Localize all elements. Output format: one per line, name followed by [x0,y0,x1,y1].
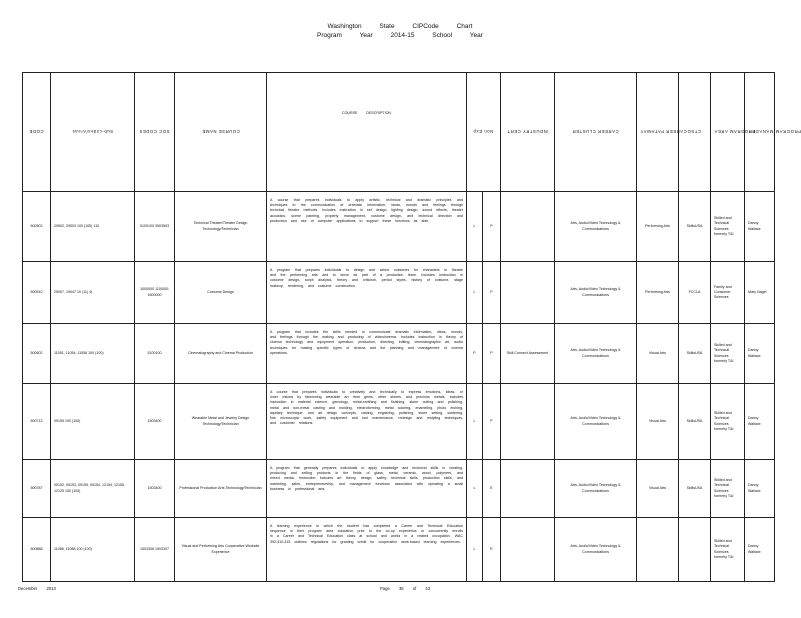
row-course-name: Costume Design [175,262,267,324]
header-non-exp: Non Exp [467,73,501,192]
row-code: 500787 [23,460,51,518]
row-sub-codes: 05155 100 (100) [51,384,135,460]
row-description: A program that generally prepares individuals to apply knowledge and technical skills in creating, producing and selling products in the fields of glass, metal, ceramic, wood, polymers, and mixed media. Instruction includes art theory, design, safety, technical skills, production skills, and marketing, sales, entrepreneurship, and management functions associated with operating a small business in professional arts. [267,460,467,518]
row-soc: 1503400 [135,384,175,460]
row-code: 500888 [23,518,51,582]
row-cert [501,460,555,518]
row-non: P [467,324,483,384]
row-code: 500713 [23,384,51,460]
header-row [23,73,775,192]
row-cluster: Arts, Audio/Video Technology & Communications [555,460,637,518]
row-program-area: Skilled and Technical Sciences formerly T&I [711,460,745,518]
row-cluster: Arts, Audio/Video Technology & Communications [555,384,637,460]
row-cluster: Arts, Audio/Video Technology & Communications [555,518,637,582]
row-exp: P [483,262,501,324]
row-soc: 5100100 3503503 [135,192,175,262]
row-exp: P [483,324,501,384]
row-pathway [637,518,679,582]
header-course-name: COURSE NAME [175,73,267,192]
row-soc: 1503308 1503307 [135,518,175,582]
row-pathway: Performing Arts [637,262,679,324]
row-non: L [467,460,483,518]
header-career-pathway: CAREER PATHWAY [637,73,679,192]
row-program-area: Skilled and Technical Sciences formerly T&I [711,518,745,582]
row-ctso: SkillsUSA [679,324,711,384]
table-row [23,518,775,582]
row-soc: 5100100 [135,324,175,384]
row-cluster: Arts, Audio/Video Technology & Communications [555,262,637,324]
row-non: L [467,384,483,460]
header-ctso: CTSO [679,73,711,192]
row-program-manager: Danny Wallace [745,518,775,582]
row-cluster: Arts, Audio/Video Technology & Communications [555,192,637,262]
footer-date: December 2013 [18,586,56,591]
row-pathway: Performing Arts [637,192,679,262]
row-exp: E [483,518,501,582]
table-row [23,460,775,518]
row-pathway: Visual Arts [637,460,679,518]
footer-page-number: Page 35 of 43 [380,586,431,591]
row-pathway: Visual Arts [637,324,679,384]
row-course-name: Wearable Metal and Jewelry Design Technology/Technician [175,384,267,460]
row-pathway: Visual Arts [637,384,679,460]
row-description: A learning experience in which the student has completed a Career and Technical Education sequence in their program area education prior to the co-op experience or concurrently enrolls in a Career and Technical Education class at school and works in a related occupation. WAC 392-410-315 outlines regulations for granting credit for cooperative work-based learning experiences. [267,518,467,582]
header-program-area: PROGRAM AREA [711,73,745,192]
header-soc: SOC CODES [135,73,175,192]
row-description: A program that prepares individuals to design and select costumes for characters in theatre and the performing arts and to serve as part of a production team. Includes instruction in costume design, script analysis, theory and criticism, period styles, history of costume, stage makeup, rendering, and costume construction. [267,262,467,324]
row-course-name: Visual and Performing Arts Cooperative Worksite Experience [175,518,267,582]
row-cert [501,384,555,460]
row-sub-codes: 11086, 11088 100 (100) [51,518,135,582]
title-line-1: Washington State CIPCode Chart [327,23,473,30]
row-code: 500510 [23,262,51,324]
row-sub-codes: 29007, 19047 10 (11) 4) [51,262,135,324]
table-row [23,262,775,324]
row-ctso: SkillsUSA [679,384,711,460]
row-cluster: Arts, Audio/Video Technology & Communications [555,324,637,384]
row-ctso: SkillsUSA [679,192,711,262]
row-program-area: Skilled and Technical Sciences formerly T&I [711,324,745,384]
cip-code-table [22,72,801,582]
chart-title [0,22,800,40]
row-soc: 1503400 [135,460,175,518]
row-ctso: SkillsUSA [679,460,711,518]
row-sub-codes: 05152, 05153, 05155, 05154, 12154, 12155, 12125 100 (100) [51,460,135,518]
row-program-area: Skilled and Technical Sciences formerly T&I [711,384,745,460]
row-course-name: Cinematography and Cinema Production [175,324,267,384]
table-row [23,324,775,384]
header-program-manager: PROGRAM MANAGER [745,73,775,192]
row-cert [501,262,555,324]
row-ctso [679,518,711,582]
row-cert: Skill Connect Assessment [501,324,555,384]
row-sub-codes: 29502, 29503 100 (105) 110 [51,192,135,262]
row-non: L [467,262,483,324]
row-exp: E [483,460,501,518]
header-code: CODE [23,73,51,192]
row-program-area: Family and Consumer Sciences [711,262,745,324]
row-program-manager: Mary Nagel [745,262,775,324]
row-soc: 1000000 1100001 1600000 [135,262,175,324]
row-course-name: Professional Production Arts Technology/Technician [175,460,267,518]
row-exp: P [483,384,501,460]
title-line-2: Program Year 2014-15 School Year [317,32,483,39]
row-cert [501,192,555,262]
row-description: A program that includes the skills needed to communicate dramatic information, ideas, moods, and feelings through the making and producing of video/cinema. Includes instruction in theory of cinema technology and equipment operation, production, directing, editing, cinematographic art, audio techniques for making specific types of cinema and the planning and management of cinema operations. [267,324,467,384]
row-ctso: FCCLA [679,262,711,324]
row-program-manager: Danny Wallace [745,324,775,384]
row-code: 500602 [23,324,51,384]
row-course-name: Technical Theater/Theater Design Technology/Technician [175,192,267,262]
row-program-manager: Danny Wallace [745,460,775,518]
table-row [23,192,775,262]
header-career-cluster: CAREER CLUSTER [555,73,637,192]
row-non: L [467,192,483,262]
row-description: A course that prepares individuals to apply artistic, technical and dramatic principles and techniques to the communication of dramatic information, ideas, moods and feelings through technical theatre methods. Includes instruction in set design, lighting design, sound effects, theater acoustics, scene painting, property management, costume design, and technical direction and production and use of computer applications to support these functions as able. [267,192,467,262]
row-code: 500502 [23,192,51,262]
row-exp: P [483,192,501,262]
header-industry-cert: INDUSTRY CERT [501,73,555,192]
row-program-area: Skilled and Technical Sciences formerly T&I [711,192,745,262]
header-description: COURSE DESCRIPTION [267,73,467,192]
header-sub-codes: Sub-codes/Areas [51,73,135,192]
row-cert [501,518,555,582]
row-sub-codes: 11051, 11054, 11058 100 (100) [51,324,135,384]
row-description: A course that prepares individuals to creatively and technically to express emotions, ideas, or inner visions by fashioning wearable art from gems, other stones, and precious metals. Includes instruction in material science, gemology, metal-smithing and finishing, stone cutting and polishing, metal and non-metal casting and molding, electroforming, metal coloring, enameling, photo etching, lapidary technique, and art design concepts, casting, engraving, polishing, stone setting, soldering, fine microscopic work, safety equipment and tool maintenance, redesign and restyling techniques, and customer relations. [267,384,467,460]
row-non: L [467,518,483,582]
table-row [23,384,775,460]
row-program-manager: Danny Wallace [745,192,775,262]
row-program-manager: Danny Wallace [745,384,775,460]
